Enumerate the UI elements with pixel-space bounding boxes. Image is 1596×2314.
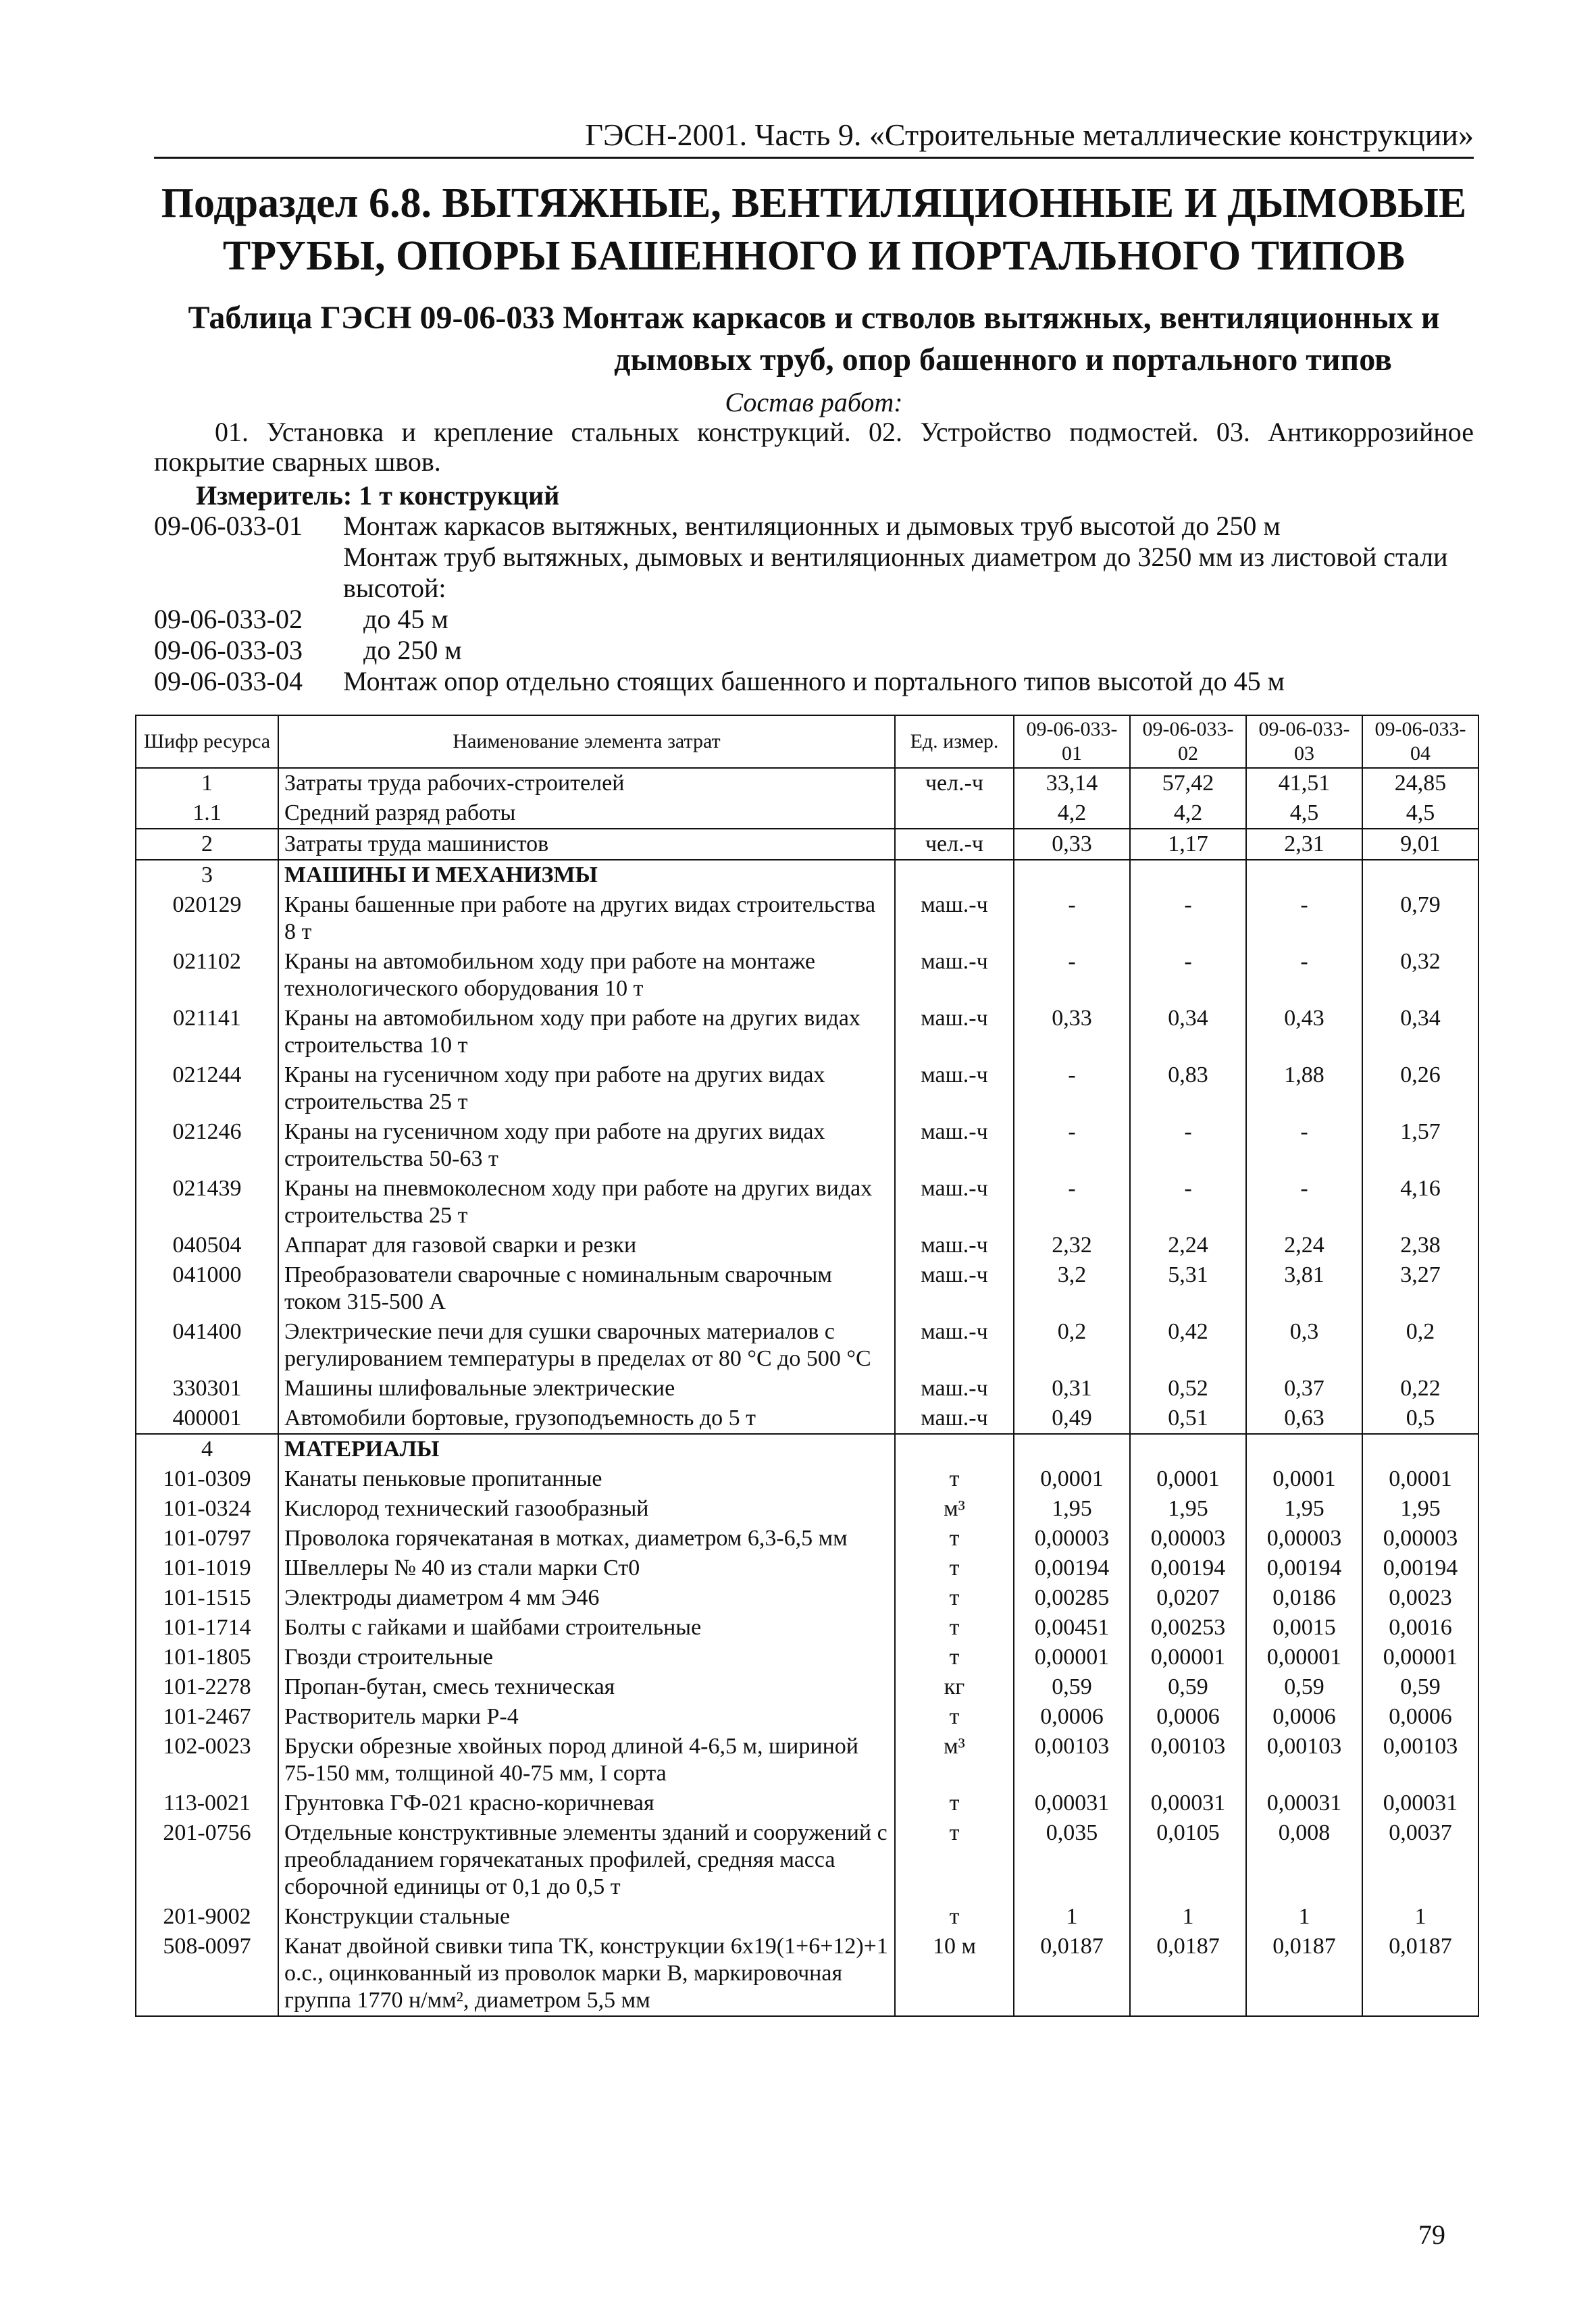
table-row — [136, 1613, 1478, 1643]
table-row — [136, 1732, 1478, 1789]
cell-unit: т — [895, 1583, 1014, 1613]
cell-value-1: 0,59 — [1014, 1672, 1130, 1702]
cell-value-2: - — [1130, 1174, 1246, 1231]
page-number: 79 — [1418, 2219, 1445, 2250]
cell-unit: маш.-ч — [895, 947, 1014, 1004]
table-row — [136, 1494, 1478, 1524]
cell-value-3: 0,00031 — [1246, 1789, 1362, 1818]
cell-value-3: - — [1246, 947, 1362, 1004]
table-row — [136, 1672, 1478, 1702]
table-row — [136, 829, 1478, 860]
cell-unit: маш.-ч — [895, 1004, 1014, 1060]
cell-unit: маш.-ч — [895, 1317, 1014, 1374]
table-row — [136, 1404, 1478, 1434]
cell-code: 330301 — [136, 1374, 278, 1404]
cell-value-2: 4,2 — [1130, 798, 1246, 829]
header-name: Наименование элемента затрат — [278, 715, 895, 768]
cell-value-3: 0,008 — [1246, 1818, 1362, 1902]
cell-value-1: 0,0001 — [1014, 1464, 1130, 1494]
table-row — [136, 1643, 1478, 1672]
cell-value-1: 2,32 — [1014, 1231, 1130, 1260]
code-description: Монтаж труб вытяжных, дымовых и вентиляционных диаметром до 3250 мм из листовой стали высотой: — [343, 542, 1448, 603]
cell-name: Грунтовка ГФ-021 красно-коричневая — [278, 1789, 895, 1818]
cell-name: Затраты труда машинистов — [278, 829, 895, 860]
cell-value-1: 0,0187 — [1014, 1932, 1130, 2016]
cell-value-3: 0,59 — [1246, 1672, 1362, 1702]
cell-code: 021246 — [136, 1117, 278, 1174]
cell-value-4: 0,26 — [1362, 1060, 1478, 1117]
table-row — [136, 1374, 1478, 1404]
cell-code: 102-0023 — [136, 1732, 278, 1789]
code-row — [154, 542, 1474, 604]
table-row — [136, 1117, 1478, 1174]
cell-name: Краны башенные при работе на других видах строительства 8 т — [278, 890, 895, 947]
cell-value-1: 0,0006 — [1014, 1702, 1130, 1732]
table-row — [136, 798, 1478, 829]
cell-value-3: - — [1246, 890, 1362, 947]
cell-unit: т — [895, 1643, 1014, 1672]
code-description: до 45 м — [363, 604, 448, 634]
cell-unit: т — [895, 1902, 1014, 1932]
table-title — [154, 297, 1474, 381]
cell-value-3: 41,51 — [1246, 768, 1362, 798]
cell-value-4: 0,0001 — [1362, 1464, 1478, 1494]
cell-value-4: 0,22 — [1362, 1374, 1478, 1404]
cell-value-1: 4,2 — [1014, 798, 1130, 829]
code-id: 09-06-033-04 — [154, 666, 303, 696]
section-title — [154, 177, 1474, 282]
cell-code: 3 — [136, 860, 278, 890]
code-list — [154, 511, 1474, 697]
cell-value-1: 0,00003 — [1014, 1524, 1130, 1553]
cell-value-2: 0,51 — [1130, 1404, 1246, 1434]
cell-name: Растворитель марки Р-4 — [278, 1702, 895, 1732]
table-row — [136, 1702, 1478, 1732]
cell-value-2: - — [1130, 1117, 1246, 1174]
cell-value-4: 9,01 — [1362, 829, 1478, 860]
cell-unit: т — [895, 1818, 1014, 1902]
cell-value-2: - — [1130, 947, 1246, 1004]
cell-value-3: 0,63 — [1246, 1404, 1362, 1434]
table-row — [136, 890, 1478, 947]
cell-name: Канаты пеньковые пропитанные — [278, 1464, 895, 1494]
cell-value-4: 0,79 — [1362, 890, 1478, 947]
cell-value-3: 0,00103 — [1246, 1732, 1362, 1789]
cell-name: Средний разряд работы — [278, 798, 895, 829]
cell-value-2: 0,00194 — [1130, 1553, 1246, 1583]
cell-value-3: 0,0015 — [1246, 1613, 1362, 1643]
cell-unit: маш.-ч — [895, 1260, 1014, 1317]
cell-value-2: 0,59 — [1130, 1672, 1246, 1702]
cell-code: 101-0797 — [136, 1524, 278, 1553]
cell-value-2: 0,00001 — [1130, 1643, 1246, 1672]
cell-unit: 10 м — [895, 1932, 1014, 2016]
cell-value-1: 0,00451 — [1014, 1613, 1130, 1643]
cell-code: 101-1805 — [136, 1643, 278, 1672]
cell-code: 101-1019 — [136, 1553, 278, 1583]
work-caption: Состав работ: — [725, 387, 903, 417]
cell-value-3: 0,00001 — [1246, 1643, 1362, 1672]
cell-unit: маш.-ч — [895, 890, 1014, 947]
section-title-line-1: Подраздел 6.8. ВЫТЯЖНЫЕ, ВЕНТИЛЯЦИОННЫЕ И ДЫМОВЫЕ — [161, 180, 1467, 226]
cell-value-4: 1,57 — [1362, 1117, 1478, 1174]
cell-value-3: - — [1246, 1174, 1362, 1231]
cell-code: 101-1714 — [136, 1613, 278, 1643]
cell-name: Проволока горячекатаная в мотках, диаметром 6,3-6,5 мм — [278, 1524, 895, 1553]
cell-value-3: 2,24 — [1246, 1231, 1362, 1260]
cell-value-2: 1,17 — [1130, 829, 1246, 860]
cell-value-4: 0,34 — [1362, 1004, 1478, 1060]
cell-code: 113-0021 — [136, 1789, 278, 1818]
table-row — [136, 1902, 1478, 1932]
code-row — [154, 666, 1474, 697]
cell-name: Автомобили бортовые, грузоподъемность до 5 т — [278, 1404, 895, 1434]
cell-code: 4 — [136, 1434, 278, 1464]
cell-code: 101-1515 — [136, 1583, 278, 1613]
cell-value-1: - — [1014, 1174, 1130, 1231]
cell-name: Затраты труда рабочих-строителей — [278, 768, 895, 798]
cell-name: МАШИНЫ И МЕХАНИЗМЫ — [278, 860, 895, 890]
cell-value-3: - — [1246, 1117, 1362, 1174]
cell-code: 2 — [136, 829, 278, 860]
cell-code: 020129 — [136, 890, 278, 947]
cell-unit: т — [895, 1464, 1014, 1494]
code-row — [154, 635, 1474, 666]
cell-value-4: 0,00031 — [1362, 1789, 1478, 1818]
cell-name: Электроды диаметром 4 мм Э46 — [278, 1583, 895, 1613]
cell-value-4 — [1362, 1434, 1478, 1464]
cell-unit: т — [895, 1524, 1014, 1553]
cell-name: Болты с гайками и шайбами строительные — [278, 1613, 895, 1643]
cell-value-1: 0,00001 — [1014, 1643, 1130, 1672]
cell-unit: т — [895, 1553, 1014, 1583]
cell-value-3: 0,0187 — [1246, 1932, 1362, 2016]
cell-name: Канат двойной свивки типа ТК, конструкции 6х19(1+6+12)+1 о.с., оцинкованный из проволок марки В, маркировочная группа 1770 н/мм², диаметром 5,5 мм — [278, 1932, 895, 2016]
cell-value-3: 0,0001 — [1246, 1464, 1362, 1494]
cell-code: 021244 — [136, 1060, 278, 1117]
cell-unit: чел.-ч — [895, 829, 1014, 860]
cell-value-3: 0,3 — [1246, 1317, 1362, 1374]
cell-unit: маш.-ч — [895, 1404, 1014, 1434]
header-unit: Ед. измер. — [895, 715, 1014, 768]
table-row — [136, 1524, 1478, 1553]
cell-code: 041400 — [136, 1317, 278, 1374]
cell-code: 201-9002 — [136, 1902, 278, 1932]
code-description: Монтаж каркасов вытяжных, вентиляционных и дымовых труб высотой до 250 м — [343, 511, 1281, 541]
cell-unit: т — [895, 1702, 1014, 1732]
cell-unit — [895, 1434, 1014, 1464]
cell-value-3: 2,31 — [1246, 829, 1362, 860]
cell-value-3: 0,00194 — [1246, 1553, 1362, 1583]
cell-value-4: 0,00103 — [1362, 1732, 1478, 1789]
cell-value-4: 4,5 — [1362, 798, 1478, 829]
cell-name: Краны на пневмоколесном ходу при работе на других видах строительства 25 т — [278, 1174, 895, 1231]
cell-value-1: 0,49 — [1014, 1404, 1130, 1434]
table-row — [136, 1789, 1478, 1818]
cell-value-2: 0,00103 — [1130, 1732, 1246, 1789]
table-title-line-2: дымовых труб, опор башенного и портального типов — [614, 342, 1392, 378]
cell-value-2: 0,00003 — [1130, 1524, 1246, 1553]
cell-value-1: 0,00103 — [1014, 1732, 1130, 1789]
table-row — [136, 1553, 1478, 1583]
cell-code: 101-2278 — [136, 1672, 278, 1702]
cell-code: 101-0324 — [136, 1494, 278, 1524]
table-row — [136, 1174, 1478, 1231]
cell-name: Бруски обрезные хвойных пород длиной 4-6,5 м, шириной 75-150 мм, толщиной 40-75 мм, I сорта — [278, 1732, 895, 1789]
cell-value-4: 1 — [1362, 1902, 1478, 1932]
resource-table — [135, 715, 1479, 2017]
header-col-4: 09-06-033-04 — [1362, 715, 1478, 768]
header-rule — [154, 157, 1474, 159]
cell-value-3 — [1246, 1434, 1362, 1464]
cell-value-2 — [1130, 860, 1246, 890]
cell-value-1 — [1014, 1434, 1130, 1464]
cell-value-2: 57,42 — [1130, 768, 1246, 798]
cell-value-4: 0,00001 — [1362, 1643, 1478, 1672]
cell-value-1: - — [1014, 890, 1130, 947]
table-row — [136, 1004, 1478, 1060]
cell-value-4: 0,0187 — [1362, 1932, 1478, 2016]
cell-value-3: 0,0006 — [1246, 1702, 1362, 1732]
cell-value-1: 0,00285 — [1014, 1583, 1130, 1613]
cell-value-4: 0,59 — [1362, 1672, 1478, 1702]
cell-name: Гвозди строительные — [278, 1643, 895, 1672]
cell-name: Швеллеры № 40 из стали марки Ст0 — [278, 1553, 895, 1583]
cell-code: 400001 — [136, 1404, 278, 1434]
cell-value-1: 0,2 — [1014, 1317, 1130, 1374]
cell-value-4: 0,32 — [1362, 947, 1478, 1004]
cell-value-2: 0,0105 — [1130, 1818, 1246, 1902]
header-code: Шифр ресурса — [136, 715, 278, 768]
cell-code: 021141 — [136, 1004, 278, 1060]
cell-name: Конструкции стальные — [278, 1902, 895, 1932]
cell-value-4: 4,16 — [1362, 1174, 1478, 1231]
cell-name: МАТЕРИАЛЫ — [278, 1434, 895, 1464]
cell-value-1: 0,33 — [1014, 829, 1130, 860]
cell-value-3: 0,00003 — [1246, 1524, 1362, 1553]
cell-value-2: 2,24 — [1130, 1231, 1246, 1260]
header-col-2: 09-06-033-02 — [1130, 715, 1246, 768]
table-row — [136, 1317, 1478, 1374]
cell-value-2: 5,31 — [1130, 1260, 1246, 1317]
cell-value-3: 0,37 — [1246, 1374, 1362, 1404]
cell-value-2: 1 — [1130, 1902, 1246, 1932]
cell-value-3: 3,81 — [1246, 1260, 1362, 1317]
section-title-line-2: ТРУБЫ, ОПОРЫ БАШЕННОГО И ПОРТАЛЬНОГО ТИПОВ — [222, 233, 1406, 279]
header-col-1: 09-06-033-01 — [1014, 715, 1130, 768]
cell-value-2: 0,34 — [1130, 1004, 1246, 1060]
meter-line: Измеритель: 1 т конструкций — [196, 480, 560, 511]
table-row — [136, 1231, 1478, 1260]
code-description: до 250 м — [363, 635, 462, 665]
cell-value-2: - — [1130, 890, 1246, 947]
cell-unit: т — [895, 1789, 1014, 1818]
cell-unit: маш.-ч — [895, 1231, 1014, 1260]
cell-code: 021439 — [136, 1174, 278, 1231]
code-row — [154, 511, 1474, 542]
cell-code: 1 — [136, 768, 278, 798]
table-row — [136, 1260, 1478, 1317]
cell-code: 201-0756 — [136, 1818, 278, 1902]
table-row — [136, 860, 1478, 890]
cell-value-4 — [1362, 860, 1478, 890]
code-row — [154, 604, 1474, 635]
cell-value-2: 0,52 — [1130, 1374, 1246, 1404]
cell-value-1: 0,035 — [1014, 1818, 1130, 1902]
cell-value-1: 0,33 — [1014, 1004, 1130, 1060]
cell-value-4: 3,27 — [1362, 1260, 1478, 1317]
table-row — [136, 1932, 1478, 2016]
cell-name: Преобразователи сварочные с номинальным сварочным током 315-500 А — [278, 1260, 895, 1317]
cell-code: 040504 — [136, 1231, 278, 1260]
cell-value-4: 0,00003 — [1362, 1524, 1478, 1553]
cell-value-3 — [1246, 860, 1362, 890]
cell-value-1: 1 — [1014, 1902, 1130, 1932]
cell-name: Отдельные конструктивные элементы зданий и сооружений с преобладанием горячекатаных профилей, средняя масса сборочной единицы от 0,1 до 0,5 т — [278, 1818, 895, 1902]
cell-unit: маш.-ч — [895, 1117, 1014, 1174]
running-header: ГЭСН-2001. Часть 9. «Строительные металлические конструкции» — [585, 118, 1474, 152]
cell-value-4: 0,0023 — [1362, 1583, 1478, 1613]
cell-value-2: 0,0006 — [1130, 1702, 1246, 1732]
header-col-3: 09-06-033-03 — [1246, 715, 1362, 768]
cell-code: 041000 — [136, 1260, 278, 1317]
cell-value-3: 4,5 — [1246, 798, 1362, 829]
cell-value-3: 0,0186 — [1246, 1583, 1362, 1613]
cell-unit: чел.-ч — [895, 768, 1014, 798]
cell-name: Машины шлифовальные электрические — [278, 1374, 895, 1404]
table-row — [136, 1434, 1478, 1464]
cell-name: Краны на гусеничном ходу при работе на других видах строительства 50-63 т — [278, 1117, 895, 1174]
cell-value-2: 0,0207 — [1130, 1583, 1246, 1613]
cell-unit — [895, 860, 1014, 890]
cell-value-4: 0,0006 — [1362, 1702, 1478, 1732]
cell-value-1 — [1014, 860, 1130, 890]
table-row — [136, 947, 1478, 1004]
cell-value-1: - — [1014, 1117, 1130, 1174]
cell-value-1: 0,00031 — [1014, 1789, 1130, 1818]
cell-value-2: 0,83 — [1130, 1060, 1246, 1117]
cell-value-4: 0,5 — [1362, 1404, 1478, 1434]
cell-value-1: 0,00194 — [1014, 1553, 1130, 1583]
cell-value-2: 1,95 — [1130, 1494, 1246, 1524]
cell-unit: маш.-ч — [895, 1374, 1014, 1404]
cell-unit: маш.-ч — [895, 1060, 1014, 1117]
code-id: 09-06-033-03 — [154, 635, 303, 665]
cell-value-2: 0,0187 — [1130, 1932, 1246, 2016]
table-title-line-1: Таблица ГЭСН 09-06-033 Монтаж каркасов и стволов вытяжных, вентиляционных и — [188, 300, 1440, 336]
code-id — [154, 542, 343, 604]
work-description: 01. Установка и крепление стальных конструкций. 02. Устройство подмостей. 03. Антикоррозийное покрытие сварных швов. — [154, 417, 1474, 477]
cell-value-1: - — [1014, 1060, 1130, 1117]
cell-code: 101-0309 — [136, 1464, 278, 1494]
cell-unit: маш.-ч — [895, 1174, 1014, 1231]
cell-value-4: 24,85 — [1362, 768, 1478, 798]
cell-value-4: 0,0037 — [1362, 1818, 1478, 1902]
cell-name: Краны на автомобильном ходу при работе на других видах строительства 10 т — [278, 1004, 895, 1060]
cell-code: 508-0097 — [136, 1932, 278, 2016]
cell-value-1: 1,95 — [1014, 1494, 1130, 1524]
cell-value-2: 0,0001 — [1130, 1464, 1246, 1494]
table-row — [136, 1060, 1478, 1117]
cell-name: Кислород технический газообразный — [278, 1494, 895, 1524]
cell-code: 021102 — [136, 947, 278, 1004]
cell-name: Электрические печи для сушки сварочных материалов с регулированием температуры в пределах от 80 °С до 500 °С — [278, 1317, 895, 1374]
cell-value-1: - — [1014, 947, 1130, 1004]
code-id: 09-06-033-01 — [154, 511, 303, 541]
cell-unit — [895, 798, 1014, 829]
cell-value-3: 1,88 — [1246, 1060, 1362, 1117]
cell-value-4: 0,2 — [1362, 1317, 1478, 1374]
table-row — [136, 768, 1478, 798]
cell-value-2: 0,00253 — [1130, 1613, 1246, 1643]
cell-value-4: 0,0016 — [1362, 1613, 1478, 1643]
code-id: 09-06-033-02 — [154, 604, 303, 634]
cell-unit: м³ — [895, 1732, 1014, 1789]
cell-name: Аппарат для газовой сварки и резки — [278, 1231, 895, 1260]
cell-value-4: 2,38 — [1362, 1231, 1478, 1260]
cell-unit: т — [895, 1613, 1014, 1643]
table-row — [136, 1818, 1478, 1902]
cell-unit: кг — [895, 1672, 1014, 1702]
cell-value-1: 3,2 — [1014, 1260, 1130, 1317]
cell-value-3: 1 — [1246, 1902, 1362, 1932]
cell-name: Краны на гусеничном ходу при работе на других видах строительства 25 т — [278, 1060, 895, 1117]
cell-value-4: 0,00194 — [1362, 1553, 1478, 1583]
table-row — [136, 1464, 1478, 1494]
cell-value-3: 1,95 — [1246, 1494, 1362, 1524]
cell-value-2: 0,42 — [1130, 1317, 1246, 1374]
table-row — [136, 1583, 1478, 1613]
cell-value-1: 0,31 — [1014, 1374, 1130, 1404]
cell-value-4: 1,95 — [1362, 1494, 1478, 1524]
cell-code: 101-2467 — [136, 1702, 278, 1732]
cell-name: Краны на автомобильном ходу при работе на монтаже технологического оборудования 10 т — [278, 947, 895, 1004]
cell-unit: м³ — [895, 1494, 1014, 1524]
cell-value-1: 33,14 — [1014, 768, 1130, 798]
code-description: Монтаж опор отдельно стоящих башенного и портального типов высотой до 45 м — [343, 666, 1285, 696]
table-header-row — [136, 715, 1478, 768]
cell-value-3: 0,43 — [1246, 1004, 1362, 1060]
cell-value-2: 0,00031 — [1130, 1789, 1246, 1818]
cell-value-2 — [1130, 1434, 1246, 1464]
cell-name: Пропан-бутан, смесь техническая — [278, 1672, 895, 1702]
cell-code: 1.1 — [136, 798, 278, 829]
table-body — [136, 768, 1478, 2016]
